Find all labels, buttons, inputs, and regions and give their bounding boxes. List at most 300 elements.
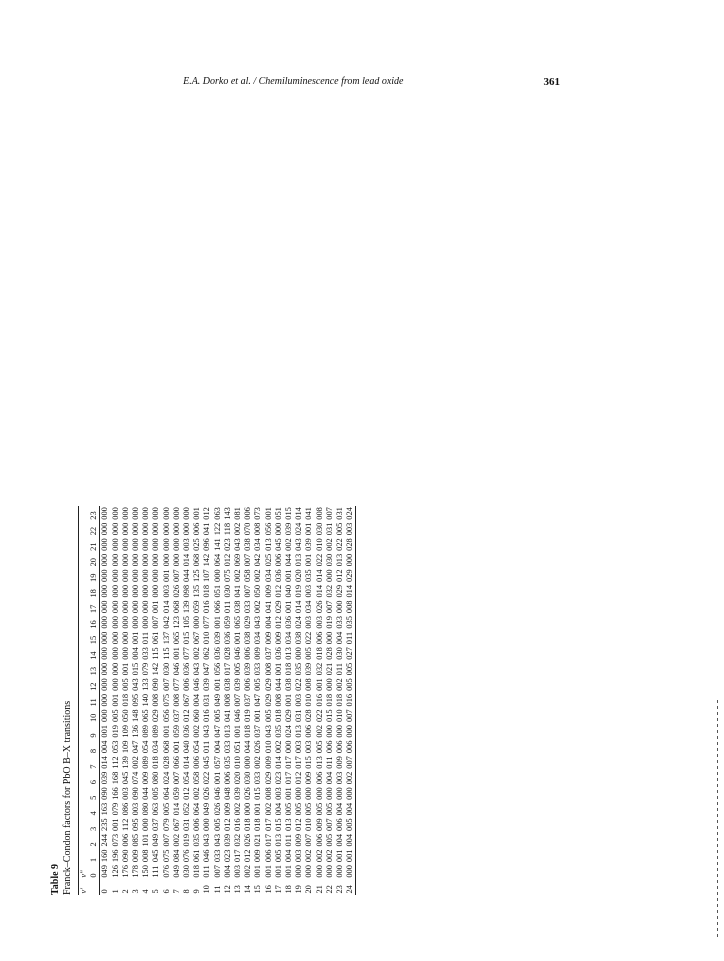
table-cell: 004 [324, 771, 334, 785]
table-cell: 003 [161, 584, 171, 598]
table-row [284, 506, 294, 895]
table-cell: 068 [171, 600, 181, 614]
table-cell: 012 [273, 616, 283, 629]
table-row [345, 506, 356, 895]
table-cell: 012 [243, 849, 253, 863]
rotated-table-block [50, 115, 356, 895]
table-cell: 112 [110, 756, 120, 769]
table-cell: 049 [100, 865, 110, 878]
table-cell: 014 [294, 600, 304, 614]
table-cell: 068 [161, 740, 171, 754]
table-cell: 002 [314, 849, 324, 863]
table-cell: 036 [182, 725, 192, 738]
table-cell: 000 [192, 616, 202, 629]
table-cell: 002 [171, 833, 181, 847]
table-cell: 008 [141, 849, 151, 863]
table-cell: 020 [233, 771, 243, 785]
table-cell: 000 [131, 553, 141, 567]
table-cell: 007 [212, 865, 222, 878]
table-row [182, 506, 192, 895]
table-row [192, 506, 202, 895]
table-cell: 006 [243, 678, 253, 691]
table-cell: 028 [161, 756, 171, 769]
table-cell: 000 [161, 522, 171, 536]
table-cell: 029 [151, 709, 161, 722]
table-cell: 002 [304, 849, 314, 863]
table-cell: 030 [335, 647, 345, 660]
table-cell: 017 [294, 756, 304, 769]
table-cell: 139 [182, 600, 192, 614]
table-cell: 012 [335, 569, 345, 582]
table-cell: 052 [182, 802, 192, 816]
table-cell: 001 [120, 662, 130, 676]
table-cell: 048 [222, 787, 232, 800]
table-cell: 007 [161, 833, 171, 847]
table-cell: 089 [141, 725, 151, 738]
table-cell: 018 [253, 818, 263, 831]
table-cell: 041 [263, 600, 273, 614]
table-cell: 000 [110, 584, 120, 598]
table-cell: 089 [141, 756, 151, 769]
table-cell: 012 [222, 553, 232, 567]
table-cell: 032 [324, 584, 334, 598]
table-cell: 033 [222, 740, 232, 754]
table-cell: 021 [324, 662, 334, 676]
table-cell: 004 [345, 802, 355, 816]
table-cell: 006 [314, 833, 324, 847]
table-cell: 168 [110, 771, 120, 785]
table-cell: 035 [345, 616, 355, 629]
table-cell: 065 [141, 709, 151, 722]
table-cell: 043 [192, 662, 202, 676]
table-cell: 030 [314, 522, 324, 536]
table-row [141, 506, 151, 895]
table-cell: 000 [120, 647, 130, 660]
table-cell: 000 [131, 507, 141, 520]
table-caption [50, 115, 74, 895]
table-row [172, 506, 182, 895]
table-cell: 039 [222, 833, 232, 847]
table-cell: 049 [202, 802, 212, 816]
table-cell: 046 [202, 849, 212, 863]
table-cell: 014 [314, 569, 324, 582]
table-cell: 000 [110, 522, 120, 536]
table-cell: 000 [110, 631, 120, 645]
table-cell: 007 [171, 569, 181, 582]
table-cell: 001 [345, 849, 355, 863]
table-cell: 018 [202, 584, 212, 598]
table-cell: 014 [171, 802, 181, 816]
column-header: 12 [89, 677, 100, 693]
table-cell: 005 [273, 849, 283, 863]
table-cell: 006 [243, 507, 253, 520]
table-cell: 015 [182, 631, 192, 645]
table-cell: 005 [253, 678, 263, 691]
franck-condon-table [78, 506, 356, 895]
table-cell: 000 [120, 538, 130, 551]
table-cell: 061 [151, 631, 161, 645]
table-cell: 008 [304, 678, 314, 691]
table-cell: 008 [151, 693, 161, 707]
table-cell: 079 [141, 662, 151, 676]
table-cell: 007 [304, 833, 314, 847]
table-cell: 021 [253, 833, 263, 847]
table-cell: 006 [120, 833, 130, 847]
table-cell: 007 [243, 584, 253, 598]
table-row [294, 506, 304, 895]
table-cell: 139 [120, 756, 130, 769]
table-cell: 015 [304, 756, 314, 769]
table-cell: 002 [253, 756, 263, 769]
table-cell: 001 [192, 507, 202, 520]
table-cell: 136 [131, 725, 141, 738]
table-cell: 006 [192, 756, 202, 769]
row-header: 0 [100, 889, 110, 894]
table-cell: 001 [253, 802, 263, 816]
table-cell: 034 [263, 569, 273, 582]
table-cell: 039 [304, 538, 314, 551]
table-cell: 004 [273, 802, 283, 816]
table-cell: 000 [131, 584, 141, 598]
table-cell: 036 [222, 631, 232, 645]
table-cell: 036 [273, 647, 283, 660]
table-cell: 034 [253, 538, 263, 551]
table-cell: 011 [345, 631, 355, 645]
table-cell: 054 [141, 740, 151, 754]
table-cell: 043 [202, 833, 212, 847]
table-cell: 000 [131, 600, 141, 614]
table-cell: 015 [284, 507, 294, 520]
table-cell: 019 [243, 709, 253, 722]
table-cell: 023 [222, 849, 232, 863]
table-cell: 007 [324, 507, 334, 520]
table-cell: 012 [202, 507, 212, 520]
table-cell: 000 [141, 553, 151, 567]
table-cell: 001 [161, 725, 171, 738]
table-cell: 176 [120, 865, 130, 878]
table-cell: 090 [151, 678, 161, 691]
table-cell: 081 [233, 507, 243, 520]
table-cell: 141 [212, 538, 222, 551]
table-cell: 060 [192, 709, 202, 722]
table-cell: 001 [263, 507, 273, 520]
table-cell: 007 [324, 818, 334, 831]
table-cell: 001 [314, 678, 324, 691]
table-row [202, 506, 212, 895]
table-cell: 002 [314, 725, 324, 738]
table-cell: 067 [192, 631, 202, 645]
table-cell: 004 [335, 802, 345, 816]
table-cell: 004 [222, 865, 232, 878]
table-cell: 005 [304, 647, 314, 660]
column-header: 9 [89, 724, 100, 740]
table-row [151, 506, 161, 895]
table-cell: 000 [100, 600, 110, 614]
row-header: 15 [253, 885, 263, 894]
table-cell: 008 [273, 693, 283, 707]
table-cell: 003 [304, 616, 314, 629]
table-cell: 005 [314, 740, 324, 754]
table-cell: 032 [314, 662, 324, 676]
table-cell: 000 [335, 725, 345, 738]
table-cell: 019 [324, 616, 334, 629]
table-cell: 109 [120, 740, 130, 754]
table-cell: 008 [345, 600, 355, 614]
column-header: 6 [89, 770, 100, 786]
table-cell: 022 [294, 678, 304, 691]
table-cell: 003 [304, 584, 314, 598]
table-cell: 000 [304, 865, 314, 878]
table-cell: 017 [263, 818, 273, 831]
table-cell: 024 [294, 616, 304, 629]
table-cell: 002 [324, 538, 334, 551]
table-cell: 006 [192, 818, 202, 831]
table-cell: 045 [273, 538, 283, 551]
table-cell: 001 [131, 631, 141, 645]
table-cell: 007 [345, 756, 355, 769]
table-row [100, 506, 111, 895]
table-cell: 005 [110, 709, 120, 722]
table-cell: 000 [324, 787, 334, 800]
table-cell: 016 [233, 818, 243, 831]
table-cell: 150 [141, 865, 151, 878]
table-cell: 011 [141, 631, 151, 645]
table-cell: 046 [212, 787, 222, 800]
table-cell: 001 [284, 865, 294, 878]
table-cell: 006 [345, 740, 355, 754]
table-cell: 196 [110, 849, 120, 863]
table-cell: 000 [141, 616, 151, 629]
table-cell: 005 [345, 818, 355, 831]
table-cell: 069 [233, 553, 243, 567]
table-cell: 007 [171, 771, 181, 785]
table-cell: 044 [273, 678, 283, 691]
table-cell: 038 [294, 631, 304, 645]
table-cell: 005 [212, 818, 222, 831]
table-cell: 000 [110, 647, 120, 660]
table-cell: 000 [324, 865, 334, 878]
table-cell: 008 [263, 787, 273, 800]
table-cell: 023 [273, 771, 283, 785]
table-cell: 024 [345, 507, 355, 520]
column-header: 5 [89, 786, 100, 802]
table-cell: 006 [335, 818, 345, 831]
table-cell: 042 [253, 553, 263, 567]
table-cell: 142 [202, 553, 212, 567]
table-cell: 008 [314, 507, 324, 520]
row-header: 8 [182, 889, 192, 894]
table-cell: 012 [294, 771, 304, 785]
table-cell: 118 [222, 522, 232, 536]
table-cell: 000 [100, 693, 110, 707]
table-cell: 160 [100, 849, 110, 863]
column-header: 3 [89, 817, 100, 833]
table-cell: 079 [110, 802, 120, 816]
table-cell: 003 [294, 693, 304, 707]
table-cell: 051 [233, 740, 243, 754]
table-cell: 007 [233, 693, 243, 707]
table-cell: 123 [171, 616, 181, 629]
row-header: 19 [294, 885, 304, 894]
table-cell: 038 [243, 631, 253, 645]
table-cell: 033 [212, 849, 222, 863]
table-cell: 001 [284, 600, 294, 614]
table-cell: 008 [222, 693, 232, 707]
table-cell: 026 [314, 600, 324, 614]
table-cell: 004 [192, 693, 202, 707]
table-cell: 033 [243, 600, 253, 614]
table-cell: 018 [335, 693, 345, 707]
table-cell: 005 [345, 662, 355, 676]
table-cell: 002 [233, 522, 243, 536]
table-cell: 034 [304, 600, 314, 614]
table-cell: 056 [263, 522, 273, 536]
table-cell: 013 [294, 553, 304, 567]
row-header: 9 [192, 889, 202, 894]
table-cell: 000 [141, 522, 151, 536]
table-cell: 115 [161, 647, 171, 660]
table-cell: 026 [243, 833, 253, 847]
table-cell: 005 [233, 662, 243, 676]
table-cell: 030 [324, 553, 334, 567]
table-cell: 005 [151, 787, 161, 800]
table-row [111, 506, 121, 895]
table-cell: 028 [304, 709, 314, 722]
table-cell: 033 [141, 647, 151, 660]
table-cell: 024 [284, 725, 294, 738]
table-cell: 000 [151, 538, 161, 551]
table-cell: 059 [192, 600, 202, 614]
table-cell: 000 [131, 538, 141, 551]
table-cell: 013 [294, 725, 304, 738]
table-cell: 000 [243, 802, 253, 816]
table-cell: 126 [110, 865, 120, 878]
table-cell: 017 [284, 756, 294, 769]
table-cell: 009 [263, 631, 273, 645]
table-cell: 096 [202, 538, 212, 551]
table-cell: 024 [161, 771, 171, 785]
table-cell: 244 [100, 833, 110, 847]
column-header-row [89, 506, 100, 895]
row-header: 12 [222, 885, 232, 894]
table-cell: 000 [151, 584, 161, 598]
table-cell: 020 [294, 569, 304, 582]
table-cell: 000 [120, 616, 130, 629]
table-cell: 014 [182, 553, 192, 567]
table-cell: 000 [273, 522, 283, 536]
table-label: Table 9 [50, 863, 61, 895]
column-header: 20 [89, 552, 100, 568]
table-cell: 009 [141, 771, 151, 785]
row-header: 18 [284, 885, 294, 894]
table-cell: 080 [141, 802, 151, 816]
table-cell: 000 [141, 569, 151, 582]
table-cell: 009 [131, 849, 141, 863]
table-cell: 006 [273, 553, 283, 567]
table-cell: 061 [192, 849, 202, 863]
table-cell: 073 [110, 833, 120, 847]
table-cell: 005 [284, 802, 294, 816]
table-cell: 012 [273, 584, 283, 598]
table-cell: 043 [253, 616, 263, 629]
table-cell: 009 [253, 647, 263, 660]
table-cell: 037 [263, 647, 273, 660]
column-header: 14 [89, 646, 100, 662]
row-header: 11 [212, 885, 222, 894]
table-cell: 000 [120, 507, 130, 520]
table-cell: 005 [294, 802, 304, 816]
page-number: 361 [543, 76, 560, 88]
table-cell: 046 [171, 662, 181, 676]
table-cell: 019 [182, 833, 192, 847]
table-cell: 047 [131, 740, 141, 754]
table-cell: 044 [243, 740, 253, 754]
row-header: 7 [171, 889, 181, 894]
table-cell: 022 [202, 771, 212, 785]
row-axis-label: v' [79, 879, 90, 895]
table-cell: 073 [253, 507, 263, 520]
table-cell: 018 [243, 818, 253, 831]
table-cell: 005 [345, 678, 355, 691]
table-cell: 000 [324, 725, 334, 738]
table-cell: 013 [273, 833, 283, 847]
table-cell: 044 [141, 787, 151, 800]
table-cell: 039 [100, 771, 110, 785]
table-cell: 031 [182, 818, 192, 831]
table-cell: 064 [161, 787, 171, 800]
table-cell: 235 [100, 818, 110, 831]
table-cell: 017 [222, 662, 232, 676]
table-cell: 004 [284, 849, 294, 863]
table-cell: 004 [212, 740, 222, 754]
table-cell: 025 [263, 553, 273, 567]
table-cell: 001 [284, 693, 294, 707]
row-header: 24 [345, 879, 356, 895]
column-header: 2 [89, 832, 100, 848]
table-cell: 143 [222, 507, 232, 520]
table-cell: 000 [345, 553, 355, 567]
table-cell: 030 [182, 865, 192, 878]
row-header: 5 [151, 889, 161, 894]
table-cell: 006 [324, 740, 334, 754]
table-cell: 000 [141, 584, 151, 598]
table-row [162, 506, 172, 895]
row-header: 20 [304, 885, 314, 894]
table-cell: 038 [233, 600, 243, 614]
table-cell: 115 [151, 647, 161, 660]
table-cell: 039 [243, 662, 253, 676]
table-cell: 163 [100, 802, 110, 816]
table-cell: 031 [335, 507, 345, 520]
table-cell: 016 [202, 709, 212, 722]
table-cell: 095 [131, 818, 141, 831]
table-cell: 019 [294, 584, 304, 598]
table-cell: 003 [335, 771, 345, 785]
table-cell: 033 [253, 662, 263, 676]
table-cell: 009 [263, 756, 273, 769]
table-cell: 054 [192, 740, 202, 754]
table-cell: 012 [222, 818, 232, 831]
table-cell: 011 [324, 756, 334, 769]
column-header: 7 [89, 755, 100, 771]
column-header: 11 [89, 692, 100, 708]
table-cell: 014 [314, 584, 324, 598]
table-cell: 031 [202, 693, 212, 707]
table-cell: 003 [233, 865, 243, 878]
table-cell: 133 [141, 678, 151, 691]
table-cell: 018 [314, 647, 324, 660]
table-cell: 038 [284, 678, 294, 691]
